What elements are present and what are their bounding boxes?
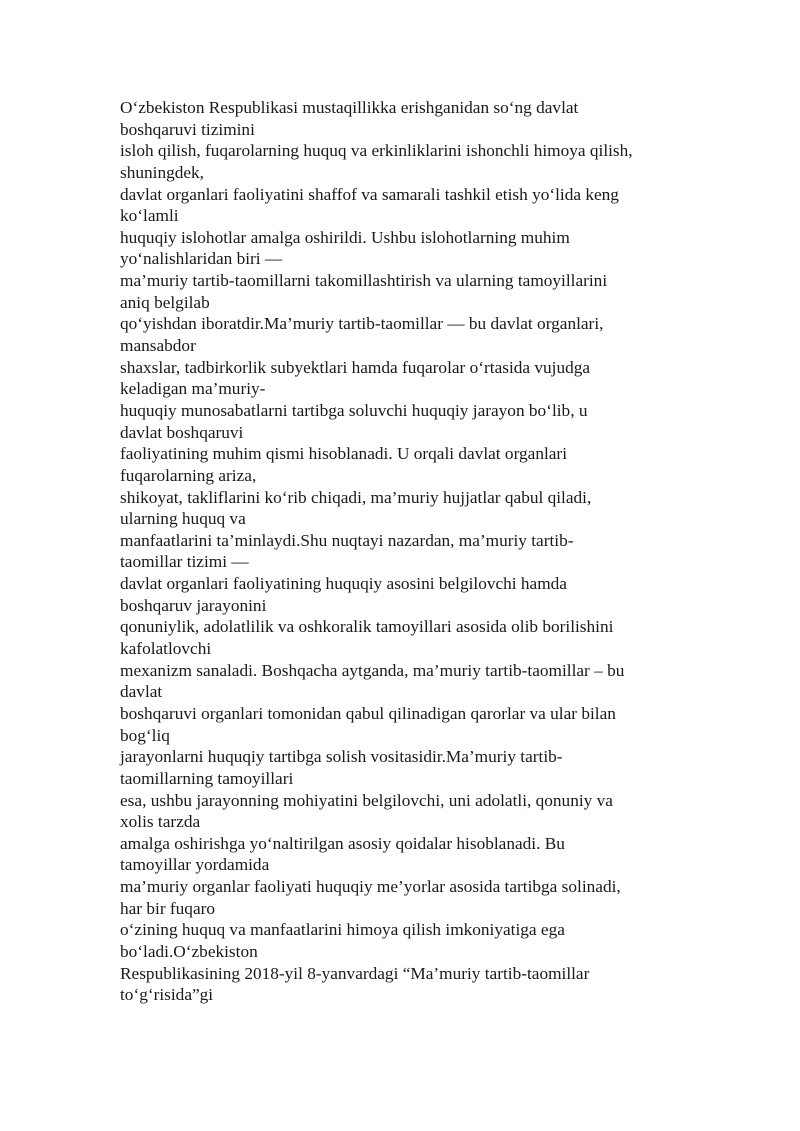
text-line: bog‘liq xyxy=(120,725,170,745)
text-line: mansabdor xyxy=(120,336,196,356)
text-line: davlat xyxy=(120,682,163,702)
text-line: xolis tarzda xyxy=(120,812,201,832)
text-line: aniq belgilab xyxy=(120,292,210,312)
text-line: keladigan ma’muriy- xyxy=(120,379,266,399)
text-line: o‘zining huquq va manfaatlarini himoya qilish imkoniyatiga ega xyxy=(120,920,565,940)
text-line: boshqaruvi tizimini xyxy=(120,119,255,139)
text-line: taomillarning tamoyillari xyxy=(120,768,294,788)
text-line: tamoyillar yordamida xyxy=(120,855,270,875)
text-line: huquqiy munosabatlarni tartibga soluvchi huquqiy jarayon bo‘lib, u xyxy=(120,400,588,420)
text-line: bo‘ladi.O‘zbekiston xyxy=(120,941,258,961)
text-line: mexanizm sanaladi. Boshqacha aytganda, ma’muriy tartib-taomillar – bu xyxy=(120,660,625,680)
text-line: to‘g‘risida”gi xyxy=(120,985,214,1005)
text-line: har bir fuqaro xyxy=(120,898,216,918)
text-line: faoliyatining muhim qismi hisoblanadi. U orqali davlat organlari xyxy=(120,444,567,464)
text-line: shaxslar, tadbirkorlik subyektlari hamda fuqarolar o‘rtasida vujudga xyxy=(120,357,591,377)
text-line: manfaatlarini ta’minlaydi.Shu nuqtayi nazardan, ma’muriy tartib- xyxy=(120,530,574,550)
text-line: O‘zbekiston Respublikasi mustaqillikka erishganidan so‘ng davlat xyxy=(120,98,579,117)
text-line: ma’muriy organlar faoliyati huquqiy me’yorlar asosida tartibga solinadi, xyxy=(120,877,621,897)
text-line: qo‘yishdan iboratdir.Ma’muriy tartib-taomillar — bu davlat organlari, xyxy=(120,314,604,334)
text-line: shikoyat, takliflarini ko‘rib chiqadi, ma’muriy hujjatlar qabul qiladi, xyxy=(120,487,592,507)
document-body-text xyxy=(120,97,700,1006)
text-line: jarayonlarni huquqiy tartibga solish vositasidir.Ma’muriy tartib- xyxy=(120,747,563,767)
text-line: ko‘lamli xyxy=(120,206,179,226)
text-line: qonuniylik, adolatlilik va oshkoralik tamoyillari asosida olib borilishini xyxy=(120,617,614,637)
text-line: taomillar tizimi — xyxy=(120,552,249,572)
text-line: isloh qilish, fuqarolarning huquq va erkinliklarini ishonchli himoya qilish, xyxy=(120,141,633,161)
text-line: Respublikasining 2018-yil 8-yanvardagi “Ma’muriy tartib-taomillar xyxy=(120,963,590,983)
text-line: ma’muriy tartib-taomillarni takomillashtirish va ularning tamoyillarini xyxy=(120,271,608,291)
text-line: shuningdek, xyxy=(120,162,205,182)
text-line: davlat organlari faoliyatining huquqiy asosini belgilovchi hamda xyxy=(120,574,567,594)
text-line: amalga oshirishga yo‘naltirilgan asosiy qoidalar hisoblanadi. Bu xyxy=(120,833,565,853)
text-line: yo‘nalishlaridan biri — xyxy=(120,249,283,269)
text-line: kafolatlovchi xyxy=(120,639,212,659)
text-line: davlat boshqaruvi xyxy=(120,422,244,442)
text-line: davlat organlari faoliyatini shaffof va samarali tashkil etish yo‘lida keng xyxy=(120,184,619,204)
text-line: ularning huquq va xyxy=(120,509,246,529)
text-line: huquqiy islohotlar amalga oshirildi. Ushbu islohotlarning muhim xyxy=(120,227,570,247)
text-line: fuqarolarning ariza, xyxy=(120,465,257,485)
text-line: boshqaruvi organlari tomonidan qabul qilinadigan qarorlar va ular bilan xyxy=(120,703,616,723)
text-line: esa, ushbu jarayonning mohiyatini belgilovchi, uni adolatli, qonuniy va xyxy=(120,790,613,810)
text-line: boshqaruv jarayonini xyxy=(120,595,267,615)
